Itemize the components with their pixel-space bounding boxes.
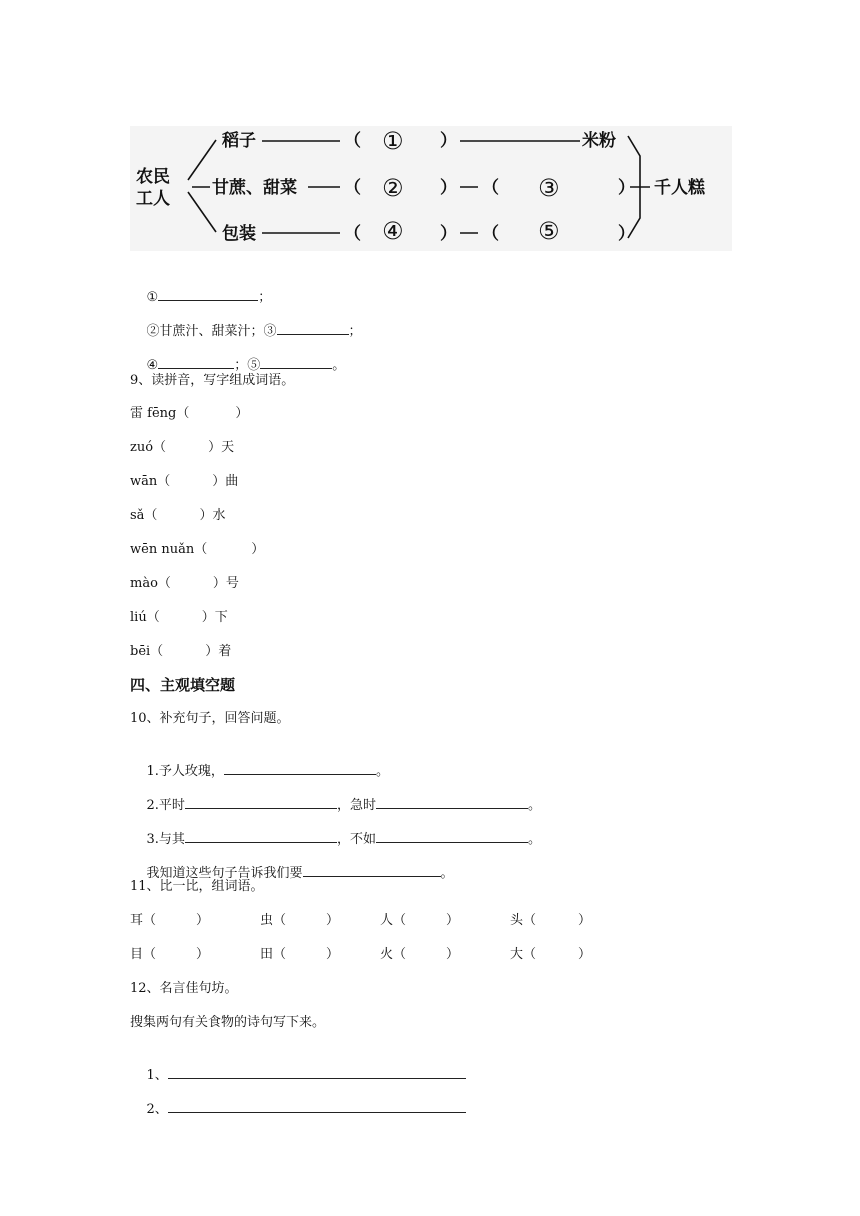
answer-blank-4[interactable] — [158, 356, 234, 369]
q10-blank-2b[interactable] — [376, 796, 528, 809]
q10-sentence-2: 2.平时 ，急时 。 — [146, 798, 541, 813]
answer-line-1: ① ； — [146, 290, 272, 305]
q9-item[interactable]: mào（ ）号 — [130, 576, 239, 591]
svg-text:）: ） — [440, 224, 457, 244]
svg-text:）: ） — [440, 178, 457, 198]
diagram-step-3: ③ — [538, 174, 560, 202]
q11-cell[interactable]: 田（ ） — [260, 947, 340, 962]
q12-prompt: 搜集两句有关食物的诗句写下来。 — [130, 1015, 326, 1030]
q9-item[interactable]: sǎ（ ）水 — [130, 508, 226, 523]
q11-cell[interactable]: 虫（ ） — [260, 913, 340, 928]
q12-blank-2[interactable] — [168, 1100, 466, 1113]
q10-blank-1[interactable] — [224, 762, 376, 775]
svg-text:（: （ — [344, 131, 361, 151]
q12-item-2: 2、 — [130, 1082, 466, 1137]
q11-cell[interactable]: 耳（ ） — [130, 913, 210, 928]
q11-cell[interactable]: 火（ ） — [380, 947, 460, 962]
q9-item[interactable]: wān（ ）曲 — [130, 474, 239, 489]
svg-text:（: （ — [482, 178, 499, 198]
q12-item-1: 1、 — [130, 1048, 466, 1103]
q10-blank-3b[interactable] — [376, 830, 528, 843]
diagram-row1-end: 米粉 — [582, 131, 616, 151]
q9-item[interactable]: liú（ ）下 — [130, 610, 228, 625]
svg-text:）: ） — [618, 178, 635, 198]
q10-sentence-3: 3.与其 ，不如 。 — [146, 832, 541, 847]
question-10-title: 10、补充句子，回答问题。 — [130, 711, 290, 726]
q10-blank-2a[interactable] — [185, 796, 337, 809]
q11-cell[interactable]: 大（ ） — [510, 947, 592, 962]
diagram-step-1: ① — [382, 127, 404, 155]
q11-cell[interactable]: 目（ ） — [130, 947, 210, 962]
diagram-step-4: ④ — [382, 217, 404, 245]
answer-blank-1[interactable] — [158, 288, 258, 301]
diagram-row2-source: 甘蔗、甜菜 — [212, 178, 297, 198]
diagram-step-2: ② — [382, 174, 404, 202]
answer-blank-3[interactable] — [277, 322, 349, 335]
diagram-left-label-top: 农民 — [136, 167, 170, 187]
q10-sentence-4: 我知道这些句子告诉我们要 。 — [146, 866, 454, 881]
svg-text:（: （ — [344, 224, 361, 244]
q9-item[interactable]: bēi（ ）着 — [130, 644, 232, 659]
q9-item[interactable]: 雷 fēng（ ） — [130, 406, 249, 421]
svg-text:（: （ — [344, 178, 361, 198]
q9-item[interactable]: zuó（ ）天 — [130, 440, 235, 455]
section-4-heading: 四、主观填空题 — [130, 676, 236, 694]
diagram-step-5: ⑤ — [538, 217, 560, 245]
q11-cell[interactable]: 头（ ） — [510, 913, 592, 928]
svg-text:（: （ — [482, 224, 499, 244]
diagram-row3-source: 包装 — [222, 224, 256, 244]
q10-blank-3a[interactable] — [185, 830, 337, 843]
question-12-title: 12、名言佳句坊。 — [130, 981, 238, 996]
answer-line-2: ②甘蔗汁、甜菜汁；③ ； — [146, 324, 362, 339]
q11-cell[interactable]: 人（ ） — [380, 913, 460, 928]
diagram-result: 千人糕 — [654, 178, 705, 198]
question-9-title: 9、读拼音，写字组成词语。 — [130, 373, 295, 388]
answer-line-3: ④ ；⑤ 。 — [146, 358, 346, 373]
diagram-left-label-bottom: 工人 — [136, 189, 170, 209]
svg-text:）: ） — [440, 131, 457, 151]
q10-blank-4[interactable] — [303, 864, 441, 877]
svg-text:）: ） — [618, 224, 635, 244]
q10-sentence-1: 1.予人玫瑰， 。 — [146, 764, 389, 779]
production-flow-diagram — [130, 126, 732, 251]
q9-item[interactable]: wēn nuǎn（ ） — [130, 542, 265, 557]
answer-blank-5[interactable] — [260, 356, 332, 369]
q12-blank-1[interactable] — [168, 1066, 466, 1079]
question-11-title: 11、比一比，组词语。 — [130, 879, 264, 894]
diagram-row1-source: 稻子 — [222, 131, 256, 151]
